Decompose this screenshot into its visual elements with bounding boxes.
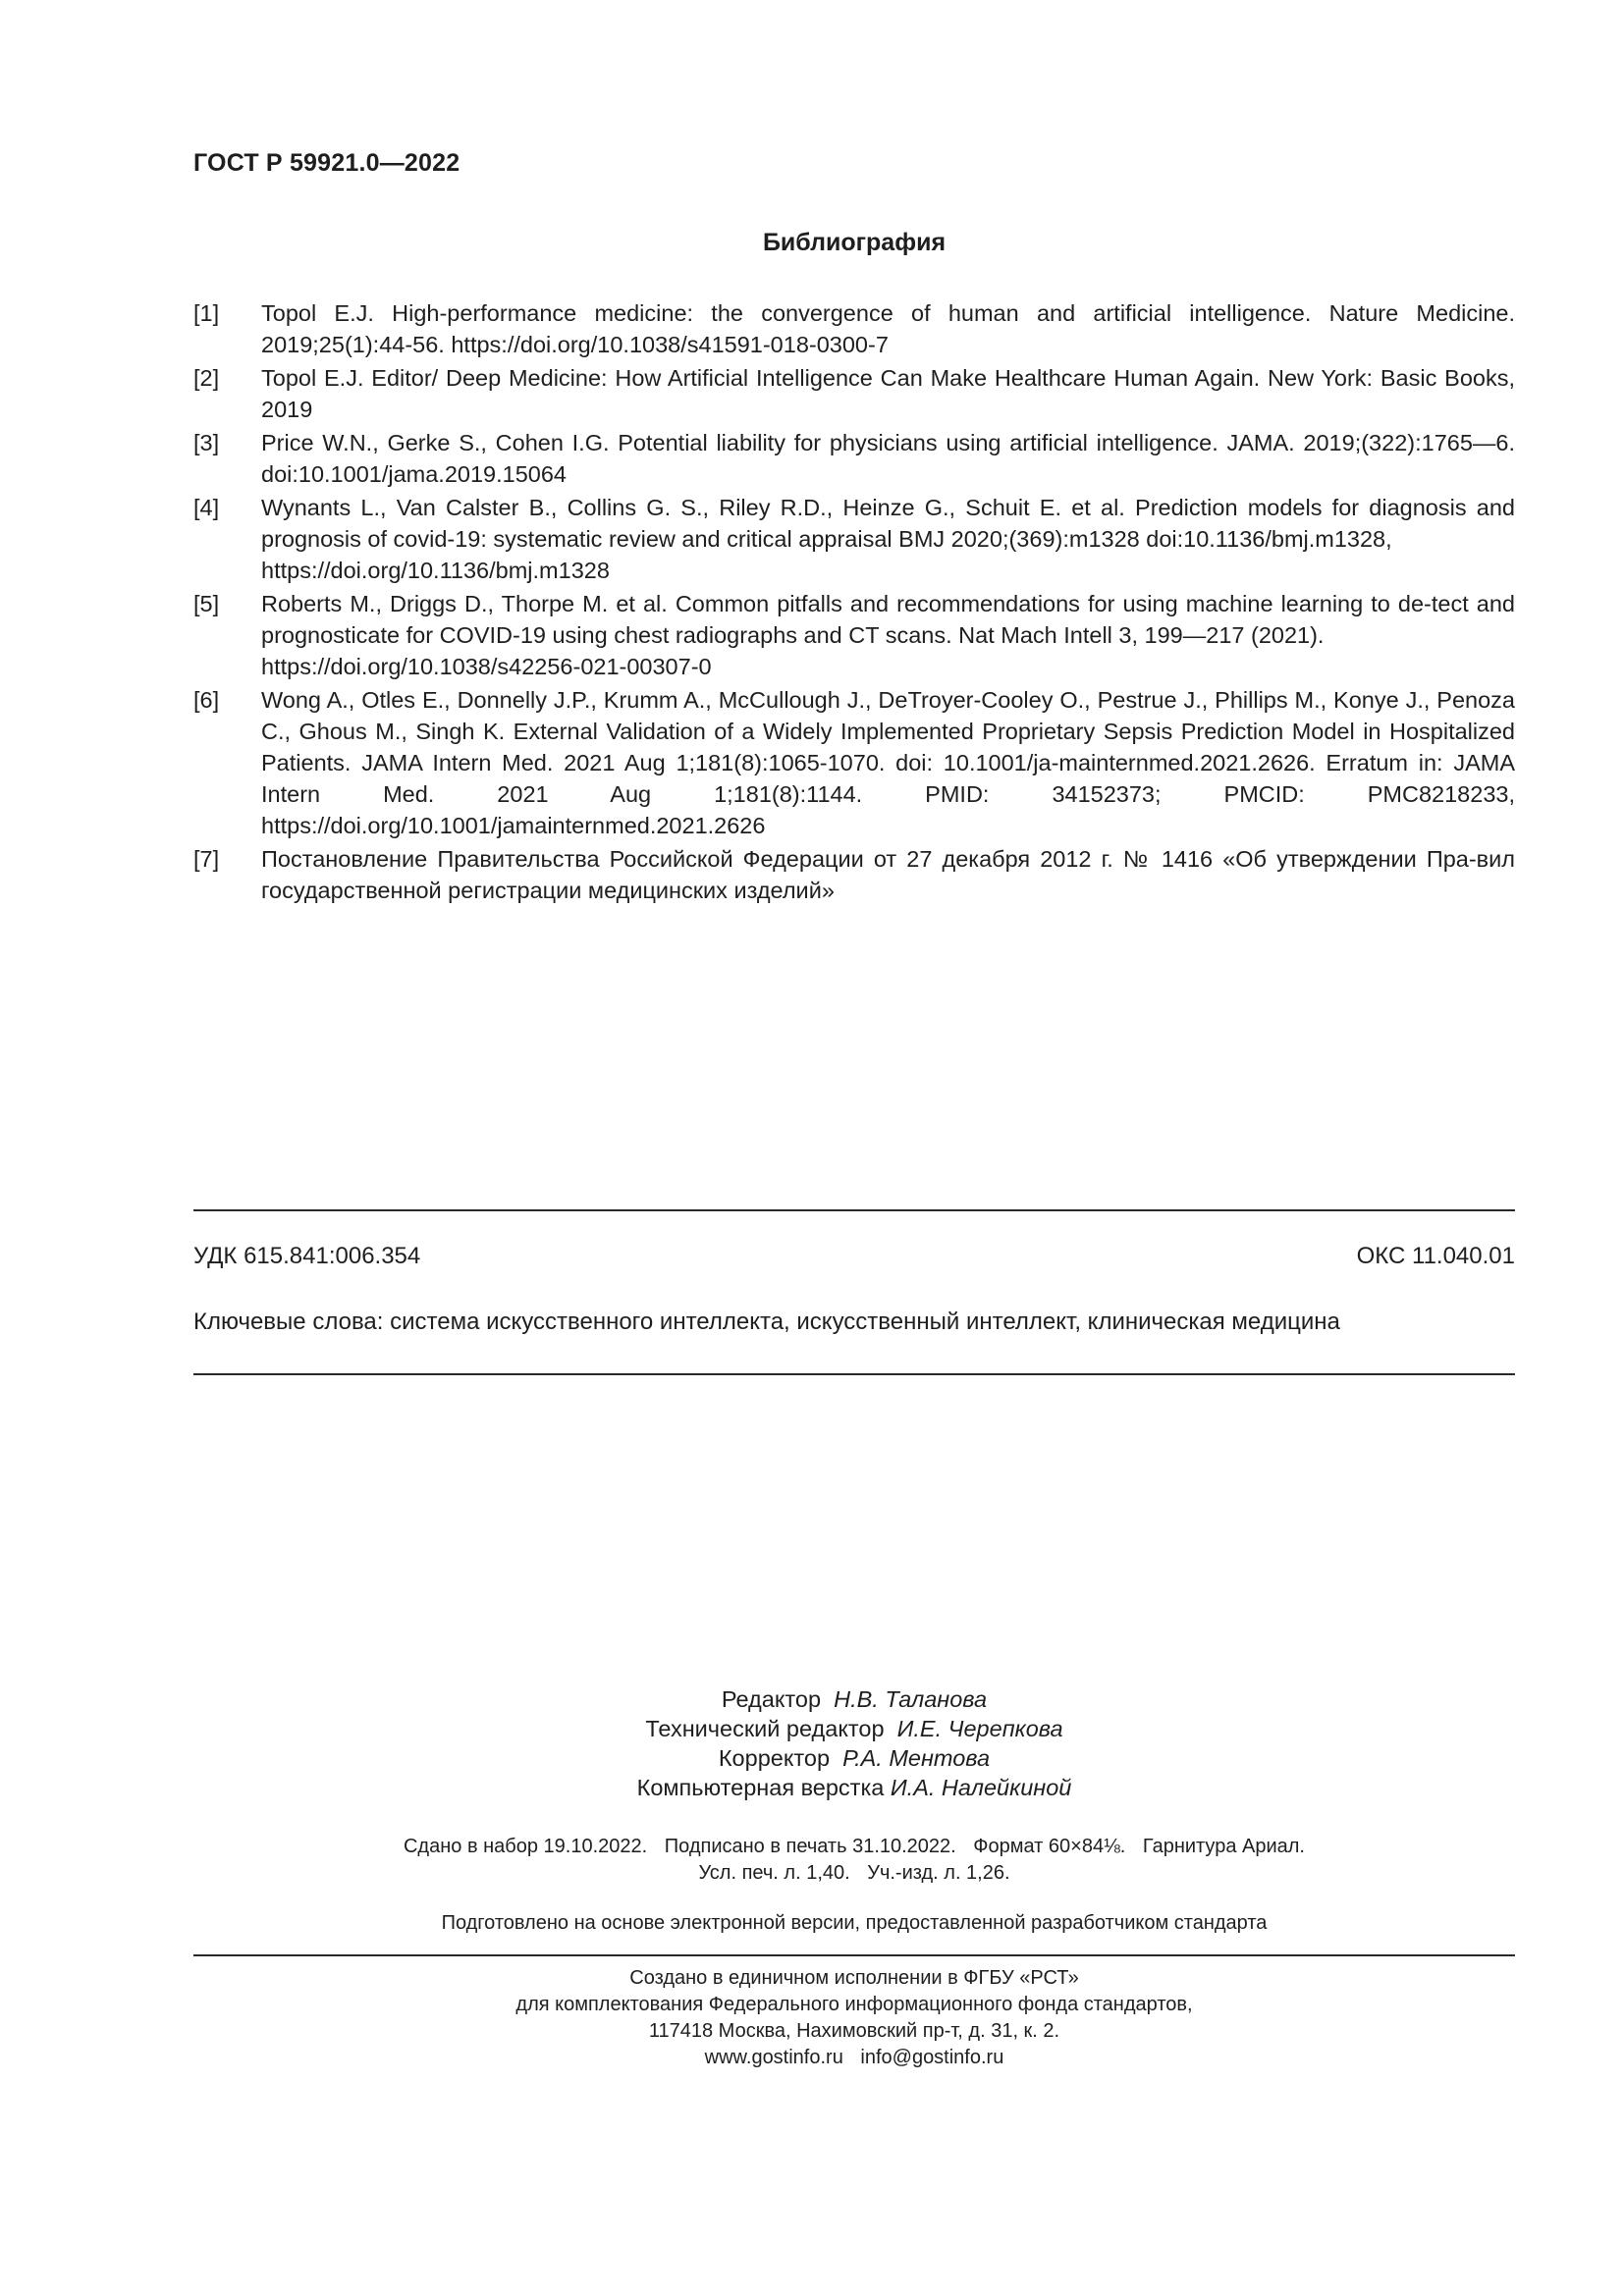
entry-number: [3] — [193, 430, 220, 455]
entry-text: Topol E.J. High-performance medicine: the convergence of human and artificial intelligence. Nature Medicine. 2019;25(1):44-56. https://doi.org/10.1038/s41591-018-0300-7 — [261, 300, 1515, 357]
print-info-block — [193, 1834, 1515, 1887]
created-line-3: 117418 Москва, Нахимовский пр-т, д. 31, к. 2. — [648, 2020, 1060, 2042]
created-block — [193, 1965, 1515, 2071]
editor-name: Н.В. Таланова — [834, 1686, 988, 1712]
email-link[interactable]: info@gostinfo.ru — [860, 2047, 1004, 2068]
created-line-2: для комплектования Федерального информационного фонда стандартов, — [515, 1994, 1193, 2015]
divider-top — [193, 1209, 1515, 1211]
print-info-line-2 — [193, 1860, 1515, 1887]
entry-number: [2] — [193, 365, 220, 391]
udk-code: УДК 615.841:006.354 — [193, 1243, 421, 1269]
editor-role: Редактор — [721, 1686, 822, 1712]
editor-line — [193, 1773, 1515, 1802]
entry-number: [5] — [193, 591, 220, 616]
bibliography-entry — [193, 297, 1515, 360]
print-info-line-1 — [193, 1834, 1515, 1860]
created-line-1: Создано в единичном исполнении в ФГБУ «РСТ» — [629, 1967, 1079, 1989]
bibliography-entry — [193, 588, 1515, 682]
entry-text: Topol E.J. Editor/ Deep Medicine: How Artificial Intelligence Can Make Healthcare Human Again. New York: Basic Books, 2019 — [261, 365, 1515, 422]
entry-text: Roberts M., Driggs D., Thorpe M. et al. Common pitfalls and recommendations for using machine learning to de-tect and prognosticate for COVID-19 using chest radiographs and CT scans. Nat Mach Intell 3, 199—217 (2021). https://doi.org/10.1038/s42256-021-00307-0 — [261, 591, 1515, 679]
bibliography-entry — [193, 843, 1515, 906]
editor-name: И.Е. Черепкова — [896, 1716, 1063, 1741]
editor-line — [193, 1684, 1515, 1714]
entry-number: [4] — [193, 495, 220, 520]
divider-footer — [193, 1954, 1515, 1956]
signed-date: Подписано в печать 31.10.2022. — [664, 1836, 956, 1857]
conventional-sheets: Усл. печ. л. 1,40. — [698, 1862, 850, 1884]
entry-number: [1] — [193, 300, 220, 326]
contact-links — [193, 2045, 1515, 2071]
entry-text: Price W.N., Gerke S., Cohen I.G. Potential liability for physicians using artificial intelligence. JAMA. 2019;(322):1765—6. doi:10.1001/jama.2019.15064 — [261, 430, 1515, 487]
divider-bottom — [193, 1373, 1515, 1375]
paper-format: Формат 60×84⅛. — [973, 1836, 1126, 1857]
editor-role: Корректор — [718, 1745, 831, 1771]
document-code: ГОСТ Р 59921.0—2022 — [193, 149, 460, 177]
bibliography-entry — [193, 492, 1515, 586]
website-link[interactable]: www.gostinfo.ru — [704, 2047, 843, 2068]
entry-text: Постановление Правительства Российской Федерации от 27 декабря 2012 г. № 1416 «Об утверждении Пра-вил государственной регистрации медицинских изделий» — [261, 846, 1515, 903]
bibliography-list — [193, 297, 1515, 908]
editor-line — [193, 1743, 1515, 1773]
editor-line — [193, 1714, 1515, 1743]
entry-number: [7] — [193, 846, 220, 872]
editor-role: Технический редактор — [645, 1716, 885, 1741]
entry-text: Wynants L., Van Calster B., Collins G. S., Riley R.D., Heinze G., Schuit E. et al. Prediction models for diagnosis and prognosis of covid-19: systematic review and critical appraisal BMJ 2020;(369):m1328 doi:10.1136/bmj.m1328, https://doi.org/10.1136/bmj.m1328 — [261, 495, 1515, 583]
editor-name: Р.А. Ментова — [842, 1745, 991, 1771]
publishing-sheets: Уч.-изд. л. 1,26. — [867, 1862, 1010, 1884]
bibliography-entry — [193, 427, 1515, 490]
bibliography-entry — [193, 684, 1515, 841]
keywords-line: Ключевые слова: система искусственного интеллекта, искусственный интеллект, клиническая медицина — [193, 1308, 1340, 1335]
editor-name: И.А. Налейкиной — [890, 1775, 1072, 1800]
submitted-date: Сдано в набор 19.10.2022. — [403, 1836, 648, 1857]
bibliography-title: Библиография — [762, 229, 947, 256]
editor-role: Компьютерная верстка — [636, 1775, 885, 1800]
entry-number: [6] — [193, 687, 220, 713]
editors-block — [193, 1684, 1515, 1802]
typeface: Гарнитура Ариал. — [1142, 1836, 1305, 1857]
prepared-note: Подготовлено на основе электронной версии, предоставленной разработчиком стандарта — [441, 1912, 1268, 1934]
oks-code: ОКС 11.040.01 — [1356, 1243, 1515, 1269]
entry-text: Wong A., Otles E., Donnelly J.P., Krumm A., McCullough J., DeTroyer-Cooley O., Pestrue J., Phillips M., Konye J., Penoza C., Ghous M., Singh K. External Validation of a Widely Implemented Proprietary Sepsis Prediction Model in Hospitalized Patients. JAMA Intern Med. 2021 Aug 1;181(8):1065-1070. doi: 10.1001/ja-mainternmed.2021.2626. Erratum in: JAMA Intern Med. 2021 Aug 1;181(8):1144. PMID: 34152373; PMCID: PMC8218233, https://doi.org/10.1001/jamainternmed.2021.2626 — [261, 687, 1515, 838]
bibliography-entry — [193, 362, 1515, 425]
